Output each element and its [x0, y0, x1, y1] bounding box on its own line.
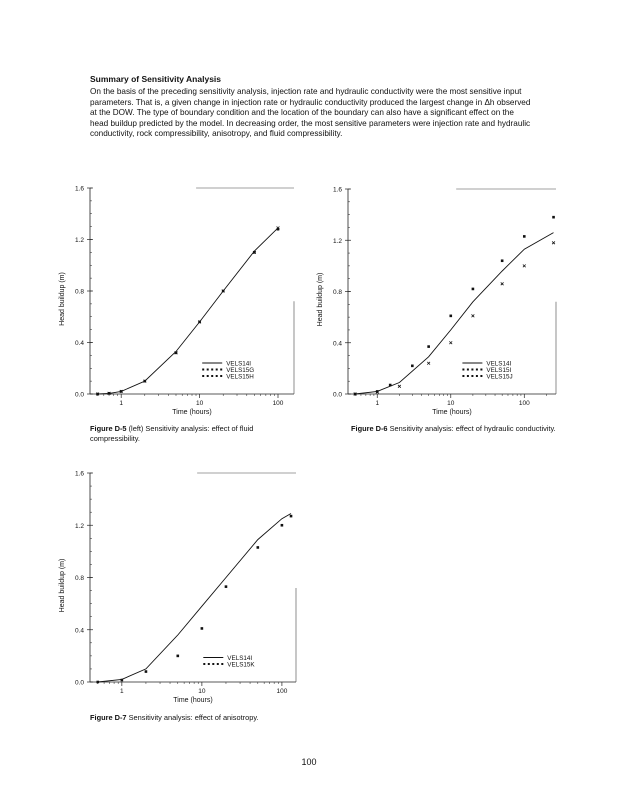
x-tick-label: 100 [518, 400, 530, 407]
data-point [281, 524, 284, 527]
x-tick-label: 1 [119, 400, 124, 407]
figure-d7-caption [90, 713, 350, 723]
data-point [176, 655, 179, 658]
data-point [290, 515, 293, 518]
figure-d5-label: Figure D-5 [90, 424, 127, 433]
legend-swatch [208, 663, 210, 665]
y-tick-label: 0.8 [74, 575, 84, 582]
y-tick-label: 0.4 [332, 340, 342, 348]
data-point [225, 585, 228, 588]
data-point [257, 546, 260, 549]
x-tick-label: 100 [272, 400, 284, 407]
figure-d6-label: Figure D-6 [351, 424, 388, 433]
y-tick-label: 1.6 [74, 185, 84, 193]
y-tick-label: 1.2 [74, 237, 84, 244]
x-tick-label: 10 [195, 400, 204, 407]
figure-d5-caption [90, 424, 305, 443]
legend-label: VELS14I [486, 360, 512, 368]
y-tick-label: 1.2 [332, 237, 342, 245]
summary-text: On the basis of the preceding sensitivity analysis, injection rate and hydraulic conductivity were the most sensitive input parameters. That is, a given change in injection rate or hydraulic conductivity produced the largest change in Δh observed at the DOW. The type of boundary condition and the location of the boundary can also have a significant effect on the head buildup predicted by the model. In decreasing order, the most sensitive parameters were injection rate and hydraulic conductivity, rock compressibility, anisotropy, and fluid compressibility. [90, 87, 531, 138]
data-point [201, 627, 204, 630]
data-point [121, 679, 124, 682]
figure-d7-text: Sensitivity analysis: effect of anisotropy. [126, 713, 259, 722]
figure-d6-text: Sensitivity analysis: effect of hydraulic conductivity. [387, 424, 556, 433]
legend-label: VELS15G [226, 366, 255, 374]
y-axis-title: Head buildup (m) [59, 272, 66, 326]
y-tick-label: 0.0 [332, 391, 342, 399]
x-axis-title: Time (hours) [432, 409, 472, 416]
y-tick-label: 0.8 [332, 289, 342, 296]
x-axis-title: Time (hours) [173, 697, 213, 704]
data-point [96, 681, 99, 684]
y-tick-label: 0.8 [74, 288, 84, 296]
x-tick-label: 10 [198, 688, 206, 695]
figure-d7-label: Figure D-7 [90, 713, 127, 722]
data-point [145, 670, 148, 673]
legend-swatch [212, 663, 214, 665]
x-axis-title: Time (hours) [172, 409, 212, 416]
legend-label: VELS15J [486, 373, 513, 381]
legend-swatch [221, 663, 223, 665]
y-tick-label: 0.0 [74, 391, 84, 399]
x-tick-label: 10 [447, 400, 455, 407]
legend-swatch [203, 663, 205, 665]
y-axis-title: Head buildup (m) [317, 272, 324, 327]
figure-d6-caption [351, 424, 566, 434]
y-tick-label: 1.2 [74, 522, 84, 530]
legend-label: VELS14I [226, 360, 252, 368]
y-tick-label: 0.4 [74, 340, 84, 347]
x-tick-label: 100 [276, 688, 288, 695]
x-tick-label: 1 [120, 688, 124, 695]
legend-label: VELS15K [227, 661, 255, 669]
y-axis-title: Head buildup (m) [59, 558, 66, 613]
legend-swatch [217, 663, 219, 665]
x-tick-label: 1 [375, 400, 380, 407]
legend-label: VELS15I [486, 366, 512, 374]
y-tick-label: 1.6 [332, 186, 342, 194]
series-line [98, 514, 291, 683]
y-tick-label: 1.6 [74, 470, 84, 478]
figure-d5-text: (left) Sensitivity analysis: effect of fluid compressibility. [90, 424, 254, 443]
legend-label: VELS15H [226, 373, 254, 381]
page-number: 100 [301, 757, 317, 767]
section-heading: Summary of Sensitivity Analysis [90, 74, 222, 84]
legend-label: VELS14I [227, 654, 253, 662]
y-tick-label: 0.0 [74, 679, 84, 687]
y-tick-label: 0.4 [74, 627, 84, 635]
